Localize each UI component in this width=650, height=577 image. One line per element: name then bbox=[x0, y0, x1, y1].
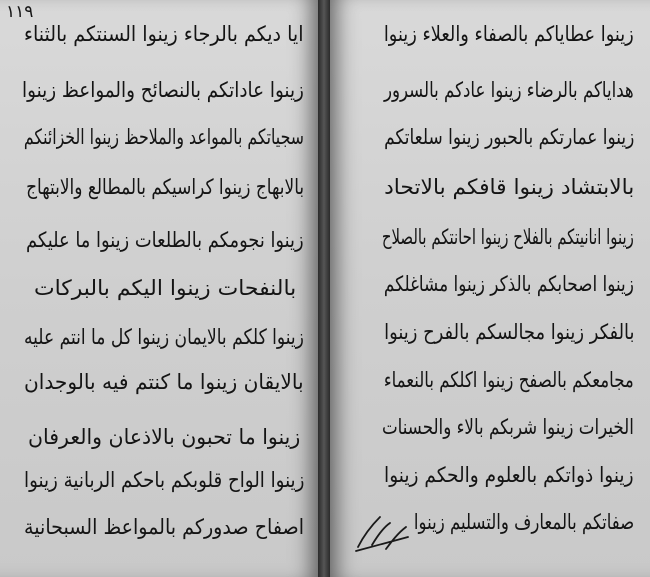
text-line: زينوا عاداتكم بالنصائح والمواعظ زينوا bbox=[22, 78, 304, 102]
text-line: سجياتكم بالمواعد والملاحظ زينوا الخزائنكم bbox=[23, 125, 304, 149]
book-gutter bbox=[318, 0, 330, 577]
text-line: صفاتكم بالمعارف والتسليم زينوا bbox=[413, 510, 634, 534]
text-line: بالابهاج زينوا كراسيكم بالمطالع والابتهاج bbox=[25, 175, 304, 199]
text-line: زينوا ذواتكم بالعلوم والحكم زينوا bbox=[384, 463, 634, 487]
text-line: بالابتشاد زينوا قافكم بالاتحاد bbox=[383, 175, 634, 199]
text-line: بالفكر زينوا مجالسكم بالفرح زينوا bbox=[383, 320, 634, 344]
text-line: زينوا نجومكم بالطلعات زينوا ما عليكم bbox=[26, 228, 304, 252]
signature-mark bbox=[350, 505, 412, 555]
text-line: زينوا عمارتكم بالحبور زينوا سلعاتكم bbox=[383, 125, 634, 149]
text-line: زينوا كلكم بالايمان زينوا كل ما انتم عليه bbox=[24, 325, 304, 349]
text-line: هداياكم بالرضاء زينوا عادكم بالسرور bbox=[384, 78, 634, 102]
text-line: ايا ديكم بالرجاء زينوا السنتكم بالثناء bbox=[24, 22, 304, 46]
text-line: زينوا اصحابكم بالذكر زينوا مشاغلكم bbox=[384, 272, 634, 296]
left-page bbox=[0, 0, 318, 577]
text-line: الخيرات زينوا شربكم بالاء والحسنات bbox=[382, 415, 634, 439]
page-number: ١١٩ bbox=[6, 2, 34, 22]
text-line: مجامعكم بالصفح زينوا اكلكم بالنعماء bbox=[384, 368, 634, 392]
right-page-text bbox=[330, 0, 650, 577]
text-line: زينوا الواح قلوبكم باحكم الربانية زينوا bbox=[23, 468, 304, 492]
text-line: زينوا انانيتكم بالفلاح زينوا احانتكم بالصلاح bbox=[382, 225, 634, 249]
text-line: اصفاح صدوركم بالمواعظ السبحانية bbox=[24, 515, 304, 539]
left-page-text bbox=[0, 0, 318, 577]
right-page bbox=[330, 0, 650, 577]
text-line: بالايقان زينوا ما كنتم فيه بالوجدان bbox=[24, 370, 304, 394]
text-line: زينوا ما تحبون بالاذعان والعرفان bbox=[27, 425, 300, 449]
text-line: بالنفحات زينوا اليكم بالبركات bbox=[33, 276, 296, 300]
text-line: زينوا عطاياكم بالصفاء والعلاء زينوا bbox=[384, 22, 634, 46]
